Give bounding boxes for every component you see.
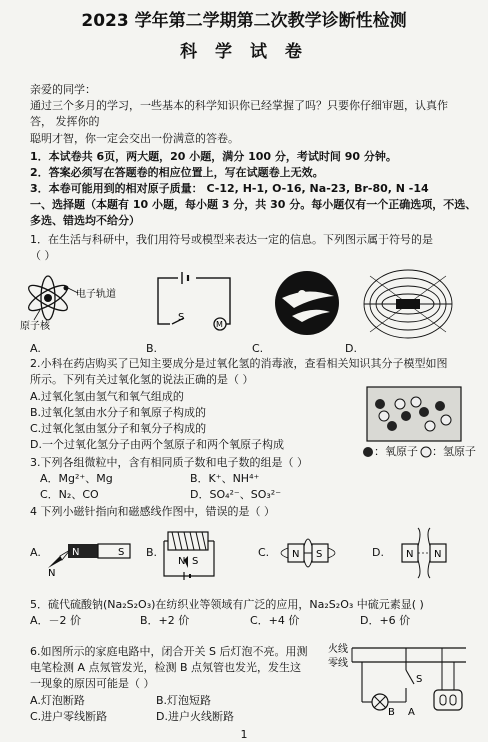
q2-legend-hydrogen: ：氢原子 — [432, 445, 476, 458]
q4-c-left-n: N — [292, 549, 300, 560]
q2-hydrogen-legend-icon — [420, 446, 432, 458]
q1-label-electron-orbit: 电子轨道 — [76, 289, 116, 300]
q6-stem-cont: 电笔检测 A 点氖管发光，检测 B 点氖管也发光，发生这 — [30, 661, 302, 674]
q6-label-fire-wire: 火线 — [328, 644, 348, 655]
q4-option-d: D. — [372, 546, 384, 559]
q6-option-d: D.进户火线断路 — [156, 710, 234, 723]
q2-legend-oxygen: ：氧原子 — [374, 445, 418, 458]
q4-c-right-s: S — [316, 549, 323, 560]
q1-circuit-label-s: S — [178, 312, 185, 323]
q6-option-a: A.灯泡断路 — [30, 694, 85, 707]
q3-stem: 3.下列各组微粒中，含有相同质子数和电子数的组是（ ） — [30, 456, 308, 469]
q4-a-magnet-n: N — [72, 547, 80, 558]
q6-stem: 6.如图所示的家庭电路中，闭合开关 S 后灯泡不亮。用测 — [30, 645, 308, 658]
q4-stem: 4 下列小磁针指向和磁感线作图中，错误的是（ ） — [30, 505, 275, 518]
q2-option-d: D.一个过氧化氢分子由两个氢原子和两个氧原子构成 — [30, 438, 284, 451]
q2-option-a: A.过氧化氢由氢气和氧气组成的 — [30, 390, 184, 403]
q6-label-switch: S — [416, 674, 423, 685]
q2-molecule-figure — [366, 386, 462, 444]
q4-a-magnet-s: S — [118, 547, 125, 558]
q6-label-zero-wire: 零线 — [328, 658, 348, 669]
q6-stem-cont-2: 一现象的原因可能是（ ） — [30, 677, 155, 690]
page-subtitle: 科 学 试 卷 — [180, 42, 308, 62]
greeting: 亲爱的同学： — [30, 83, 96, 96]
q5-option-b: B．+2 价 — [140, 614, 190, 627]
q4-figure-a — [42, 532, 142, 578]
q4-option-a: A. — [30, 546, 41, 559]
q1-figure-magnetic-field — [360, 266, 456, 342]
q1-option-a: A. — [30, 342, 41, 355]
q1-circuit-label-m: M — [216, 320, 223, 329]
section-1-heading: 一、选择题（本题有 10 小题，每小题 3 分，共 30 分。每小题仅有一个正确选项，不选、 — [30, 198, 477, 211]
page-title: 2023 学年第二学期第二次教学诊断性检测 — [81, 11, 407, 31]
q1-figure-logo — [272, 268, 342, 338]
q2-stem-cont: 所示。下列有关过氧化氢的说法正确的是（ ） — [30, 373, 254, 386]
q2-oxygen-legend-icon — [362, 446, 374, 458]
intro-line-2: 答， 发挥你的 — [30, 115, 100, 128]
q1-option-b: B. — [146, 342, 158, 355]
q4-d-left-n: N — [406, 549, 414, 560]
q1-option-d: D. — [345, 342, 357, 355]
q4-b-needle-s: S — [192, 556, 199, 567]
q4-a-needle-n: N — [48, 568, 56, 579]
q5-option-d: D．+6 价 — [360, 614, 411, 627]
q4-option-c: C. — [258, 546, 270, 559]
q6-circuit-figure — [326, 640, 470, 716]
q3-option-b: B．K⁺、NH⁴⁺ — [190, 472, 260, 485]
q1-figure-atom-model — [20, 266, 116, 336]
q6-option-b: B.灯泡短路 — [156, 694, 212, 707]
note-1: 1．本试卷共 6页，两大题，20 小题，满分 100 分，考试时间 90 分钟。 — [30, 150, 397, 163]
q2-stem: 2.小科在药店购买了已知主要成分是过氧化氢的消毒液，查看相关知识其分子模型如图 — [30, 357, 448, 370]
intro-line-1: 通过三个多月的学习，一些基本的科学知识你已经掌握了吗？只要你仔细审题，认真作 — [30, 99, 448, 112]
note-2: 2．答案必须写在答题卷的相应位置上，写在试题卷上无效。 — [30, 166, 324, 179]
q1-label-nucleus: 原子核 — [20, 321, 50, 332]
q4-figure-d — [384, 526, 464, 580]
q6-label-a: A — [408, 707, 415, 718]
page-number: 1 — [240, 728, 248, 741]
q4-figure-b — [160, 526, 220, 586]
q1-figure-circuit — [150, 272, 240, 332]
q3-option-a: A．Mg²⁺、Mg — [40, 472, 113, 485]
q4-option-b: B. — [146, 546, 158, 559]
q5-stem: 5．硫代硫酸钠(Na₂S₂O₃)在纺织业等领域有广泛的应用，Na₂S₂O₃ 中硫元素显( ) — [30, 598, 424, 611]
q4-d-right-n: N — [434, 549, 442, 560]
note-3: 3．本卷可能用到的相对原子质量： C-12, H-1, O-16, Na-23, Br-80, N -14 — [30, 182, 429, 195]
q2-option-c: C.过氧化氢由氢分子和氧分子构成的 — [30, 422, 207, 435]
q6-option-c: C.进户零线断路 — [30, 710, 108, 723]
section-1-heading-cont: 多选、错选均不给分） — [30, 214, 140, 227]
intro-line-3: 聪明才智，你一定会交出一份满意的答卷。 — [30, 132, 239, 145]
q2-option-b: B.过氧化氢由水分子和氧原子构成的 — [30, 406, 207, 419]
q4-figure-c — [270, 528, 346, 578]
q3-option-c: C．N₂、CO — [40, 488, 99, 501]
q6-label-b: B — [388, 707, 395, 718]
q1-option-c: C. — [252, 342, 264, 355]
q4-b-needle-n: N — [178, 556, 186, 567]
q1-stem-cont: （ ） — [30, 249, 56, 262]
q1-stem: 1．在生活与科研中，我们用符号或模型来表达一定的信息。下列图示属于符号的是 — [30, 233, 433, 246]
q3-option-d: D．SO₄²⁻、SO₃²⁻ — [190, 488, 282, 501]
q5-option-a: A．－2 价 — [30, 614, 82, 627]
q5-option-c: C．+4 价 — [250, 614, 300, 627]
